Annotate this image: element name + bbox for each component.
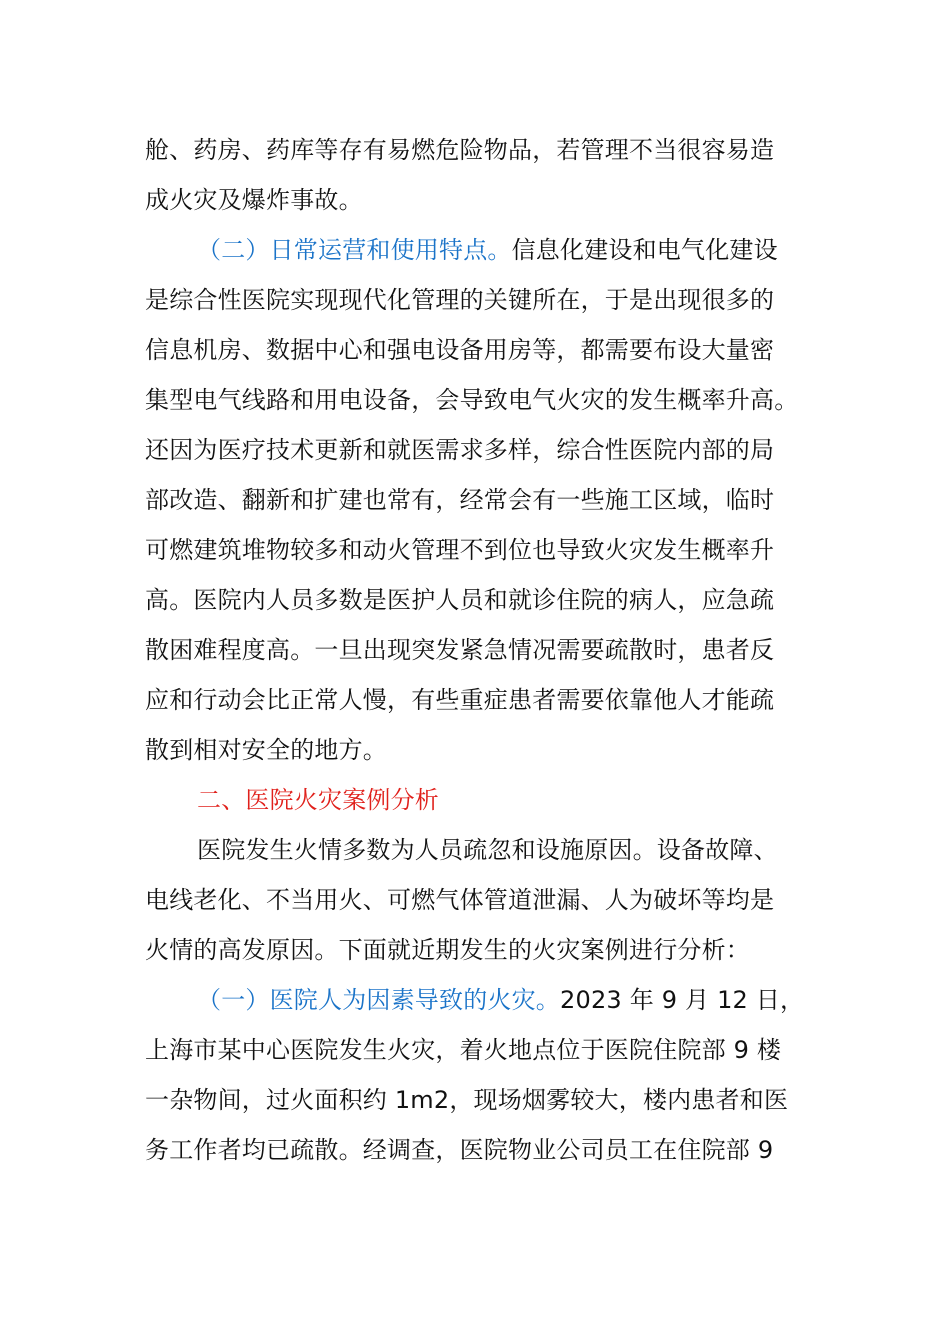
paragraph-line: 火情的高发原因。下面就近期发生的火灾案例进行分析： <box>145 936 750 964</box>
paragraph-line: 散到相对安全的地方。 <box>145 736 387 764</box>
paragraph-line: 高。医院内人员多数是医护人员和就诊住院的病人，应急疏 <box>145 586 775 614</box>
paragraph-line: 应和行动会比正常人慢，有些重症患者需要依靠他人才能疏 <box>145 686 775 714</box>
paragraph-line: 散困难程度高。一旦出现突发紧急情况需要疏散时，患者反 <box>145 636 775 664</box>
paragraph-line: 务工作者均已疏散。经调查，医院物业公司员工在住院部 9 <box>145 1136 774 1164</box>
paragraph-line: 部改造、翻新和扩建也常有，经常会有一些施工区域，临时 <box>145 486 775 514</box>
paragraph-line: 可燃建筑堆物较多和动火管理不到位也导致火灾发生概率升 <box>145 536 775 564</box>
paragraph-line: 舱、药房、药库等存有易燃危险物品，若管理不当很容易造 <box>145 136 775 164</box>
paragraph-line: 是综合性医院实现现代化管理的关键所在，于是出现很多的 <box>145 286 775 314</box>
paragraph-line: 医院发生火情多数为人员疏忽和设施原因。设备故障、 <box>197 836 778 864</box>
paragraph-line: 电线老化、不当用火、可燃气体管道泄漏、人为破坏等均是 <box>145 886 775 914</box>
section-heading: 二、医院火灾案例分析 <box>197 786 439 814</box>
subheading-human-factor: （一）医院人为因素导致的火灾。 <box>197 986 560 1014</box>
paragraph-line <box>145 975 825 1025</box>
paragraph-line: 集型电气线路和用电设备，会导致电气火灾的发生概率升高。 <box>145 386 799 414</box>
paragraph-text: 信息化建设和电气化建设 <box>511 236 778 264</box>
paragraph-line: 一杂物间，过火面积约 1m2，现场烟雾较大，楼内患者和医 <box>145 1086 789 1114</box>
document-body <box>145 125 825 1175</box>
paragraph-line: 信息机房、数据中心和强电设备用房等，都需要布设大量密 <box>145 336 775 364</box>
paragraph-text: 2023 年 9 月 12 日， <box>560 986 805 1014</box>
paragraph-line: 上海市某中心医院发生火灾，着火地点位于医院住院部 9 楼 <box>145 1036 782 1064</box>
paragraph-line: 还因为医疗技术更新和就医需求多样，综合性医院内部的局 <box>145 436 775 464</box>
paragraph-line: 成火灾及爆炸事故。 <box>145 186 363 214</box>
paragraph-line <box>145 225 825 275</box>
subheading-daily-operation: （二）日常运营和使用特点。 <box>197 236 512 264</box>
